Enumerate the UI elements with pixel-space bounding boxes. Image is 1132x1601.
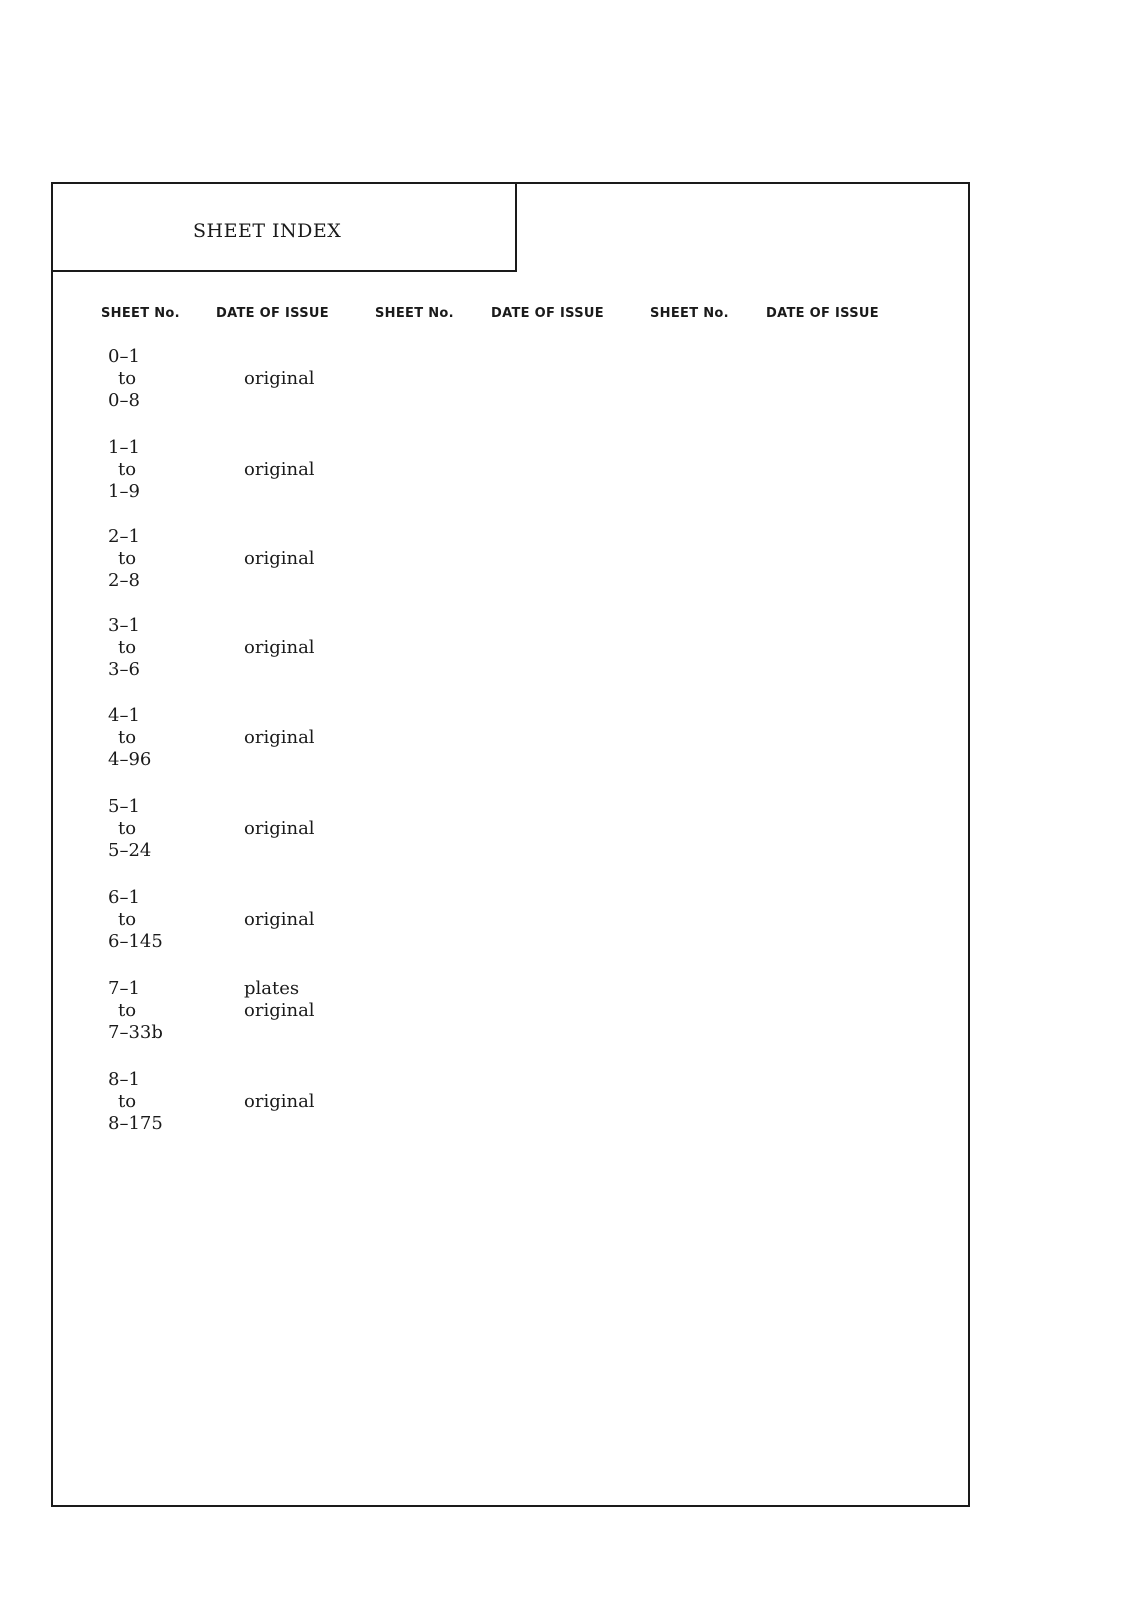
sheet-range	[108, 978, 163, 1044]
index-entry	[108, 1069, 408, 1141]
sheet-to: 6–145	[108, 931, 163, 952]
sheet-range	[108, 1069, 163, 1135]
date-of-issue: original	[244, 368, 315, 389]
header-sheet-no-2: SHEET No.	[375, 306, 454, 321]
header-date-of-issue-1: DATE OF ISSUE	[216, 306, 329, 321]
sheet-from: 2–1	[108, 526, 140, 547]
header-date-of-issue-3: DATE OF ISSUE	[766, 306, 879, 321]
sheet-range	[108, 615, 140, 681]
header-sheet-no-3: SHEET No.	[650, 306, 729, 321]
sheet-to: 7–33b	[108, 1022, 163, 1043]
sheet-to-word: to	[118, 909, 137, 930]
sheet-to-word: to	[118, 1000, 137, 1021]
sheet-from: 4–1	[108, 705, 140, 726]
sheet-to-word: to	[118, 368, 137, 389]
sheet-to-word: to	[118, 548, 137, 569]
sheet-from: 7–1	[108, 978, 140, 999]
sheet-to: 3–6	[108, 659, 140, 680]
page-title: SHEET INDEX	[193, 220, 342, 242]
sheet-range	[108, 705, 151, 771]
sheet-to-word: to	[118, 637, 137, 658]
index-entry	[108, 526, 408, 598]
sheet-to: 8–175	[108, 1113, 163, 1134]
sheet-to: 1–9	[108, 481, 140, 502]
index-entry	[108, 346, 408, 418]
header-date-of-issue-2: DATE OF ISSUE	[491, 306, 604, 321]
index-entry	[108, 437, 408, 509]
date-of-issue: original	[244, 727, 315, 748]
sheet-range	[108, 437, 140, 503]
header-sheet-no-1: SHEET No.	[101, 306, 180, 321]
index-entry	[108, 978, 408, 1050]
date-of-issue: original	[244, 818, 315, 839]
sheet-from: 1–1	[108, 437, 140, 458]
sheet-range	[108, 796, 151, 862]
sheet-to-word: to	[118, 727, 137, 748]
sheet-to: 2–8	[108, 570, 140, 591]
index-entry	[108, 887, 408, 959]
sheet-range	[108, 346, 140, 412]
index-entry	[108, 615, 408, 687]
date-of-issue: original	[244, 637, 315, 658]
sheet-range	[108, 526, 140, 592]
sheet-to: 0–8	[108, 390, 140, 411]
date-of-issue: original	[244, 548, 315, 569]
sheet-from: 8–1	[108, 1069, 140, 1090]
sheet-to-word: to	[118, 459, 137, 480]
index-entry	[108, 705, 408, 777]
date-of-issue: original	[244, 909, 315, 930]
sheet-to-word: to	[118, 1091, 137, 1112]
sheet-range	[108, 887, 163, 953]
date-of-issue: original	[244, 1000, 315, 1021]
date-of-issue: original	[244, 459, 315, 480]
sheet-to: 5–24	[108, 840, 152, 861]
date-of-issue: original	[244, 1091, 315, 1112]
sheet-from: 5–1	[108, 796, 140, 817]
sheet-from: 6–1	[108, 887, 140, 908]
index-entry	[108, 796, 408, 868]
date-of-issue-note: plates	[244, 978, 300, 999]
sheet-to: 4–96	[108, 749, 152, 770]
sheet-from: 3–1	[108, 615, 140, 636]
sheet-from: 0–1	[108, 346, 140, 367]
sheet-to-word: to	[118, 818, 137, 839]
